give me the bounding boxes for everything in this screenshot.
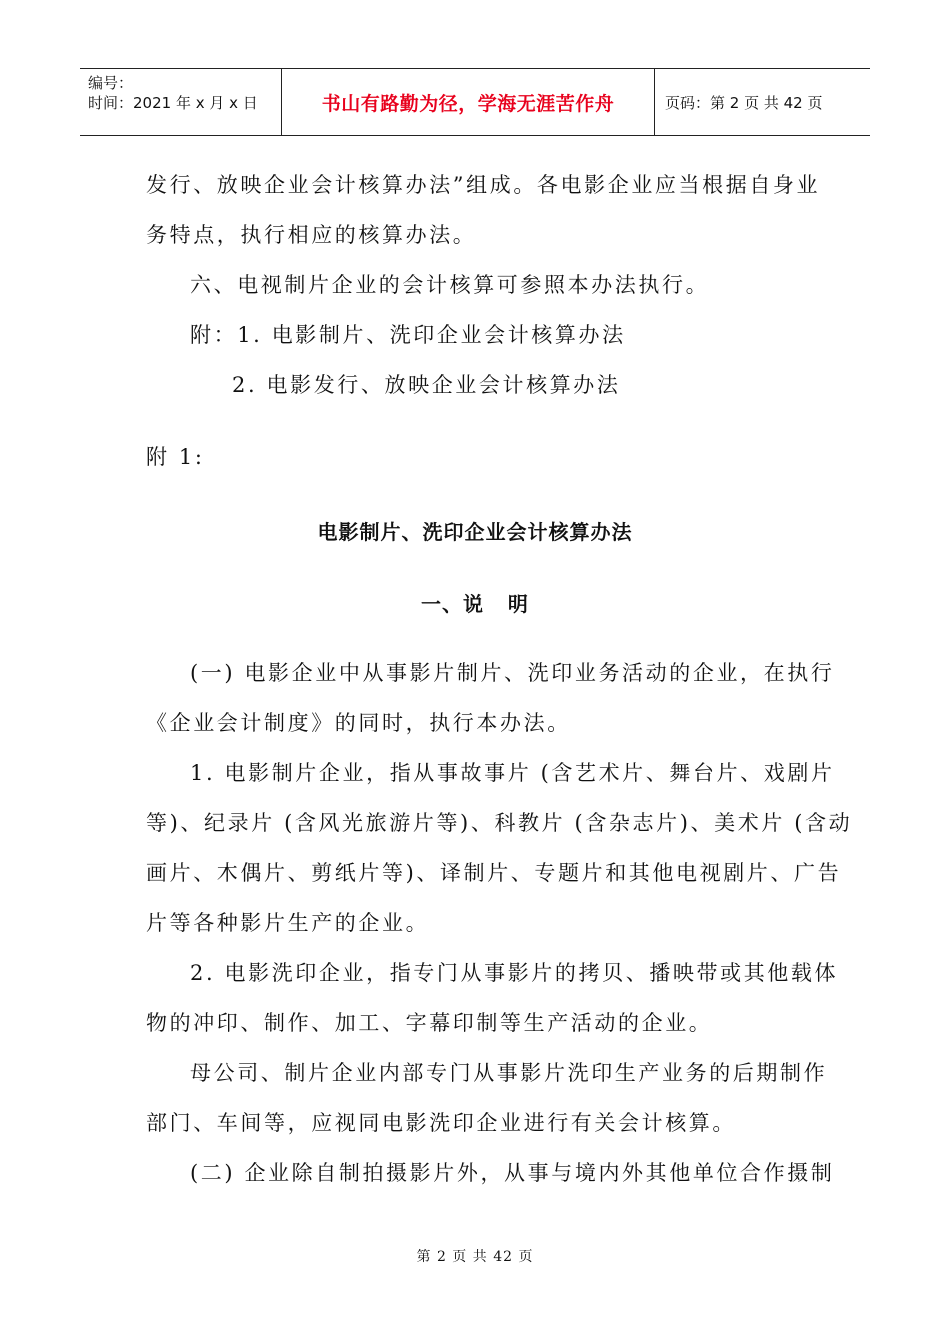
text-line: 物的冲印、制作、加工、字幕印制等生产活动的企业。 xyxy=(146,1011,713,1035)
appendix-label: 附 1: xyxy=(146,445,205,469)
section-title: 一、说 明 xyxy=(421,592,529,616)
text-line: 发行、放映企业会计核算办法”组成。各电影企业应当根据自身业 xyxy=(146,173,821,197)
text-line: 部门、车间等，应视同电影洗印企业进行有关会计核算。 xyxy=(146,1111,736,1135)
text-line: 《企业会计制度》的同时，执行本办法。 xyxy=(146,711,571,735)
text-line: 画片、木偶片、剪纸片等)、译制片、专题片和其他电视剧片、广告 xyxy=(146,861,842,885)
header-meta xyxy=(80,69,282,135)
header-motto: 书山有路勤为径，学海无涯苦作舟 xyxy=(282,69,655,135)
page-header xyxy=(80,68,870,136)
text-line: 等)、纪录片 (含风光旅游片等)、科教片 (含杂志片)、美术片 (含动 xyxy=(146,811,853,835)
text-line: 母公司、制片企业内部专门从事影片洗印生产业务的后期制作 xyxy=(190,1061,828,1085)
text-line: 附：1. 电影制片、洗印企业会计核算办法 xyxy=(190,323,626,347)
text-line: 2. 电影洗印企业，指专门从事影片的拷贝、播映带或其他载体 xyxy=(190,961,839,985)
text-line: (二) 企业除自制拍摄影片外，从事与境内外其他单位合作摄制 xyxy=(190,1161,835,1185)
time-label: 时间：2021 年 x 月 x 日 xyxy=(88,94,258,112)
text-line: 1. 电影制片企业，指从事故事片 (含艺术片、舞台片、戏剧片 xyxy=(190,761,835,785)
text-line: 务特点，执行相应的核算办法。 xyxy=(146,223,477,247)
number-label: 编号： xyxy=(88,74,134,92)
document-title: 电影制片、洗印企业会计核算办法 xyxy=(317,520,633,544)
text-line: (一) 电影企业中从事影片制片、洗印业务活动的企业，在执行 xyxy=(190,661,835,685)
text-line: 2. 电影发行、放映企业会计核算办法 xyxy=(232,373,621,397)
page-footer: 第 2 页 共 42 页 xyxy=(416,1249,534,1265)
header-page-info: 页码：第 2 页 共 42 页 xyxy=(665,93,823,112)
text-line: 六、电视制片企业的会计核算可参照本办法执行。 xyxy=(190,273,710,297)
text-line: 片等各种影片生产的企业。 xyxy=(146,911,430,935)
